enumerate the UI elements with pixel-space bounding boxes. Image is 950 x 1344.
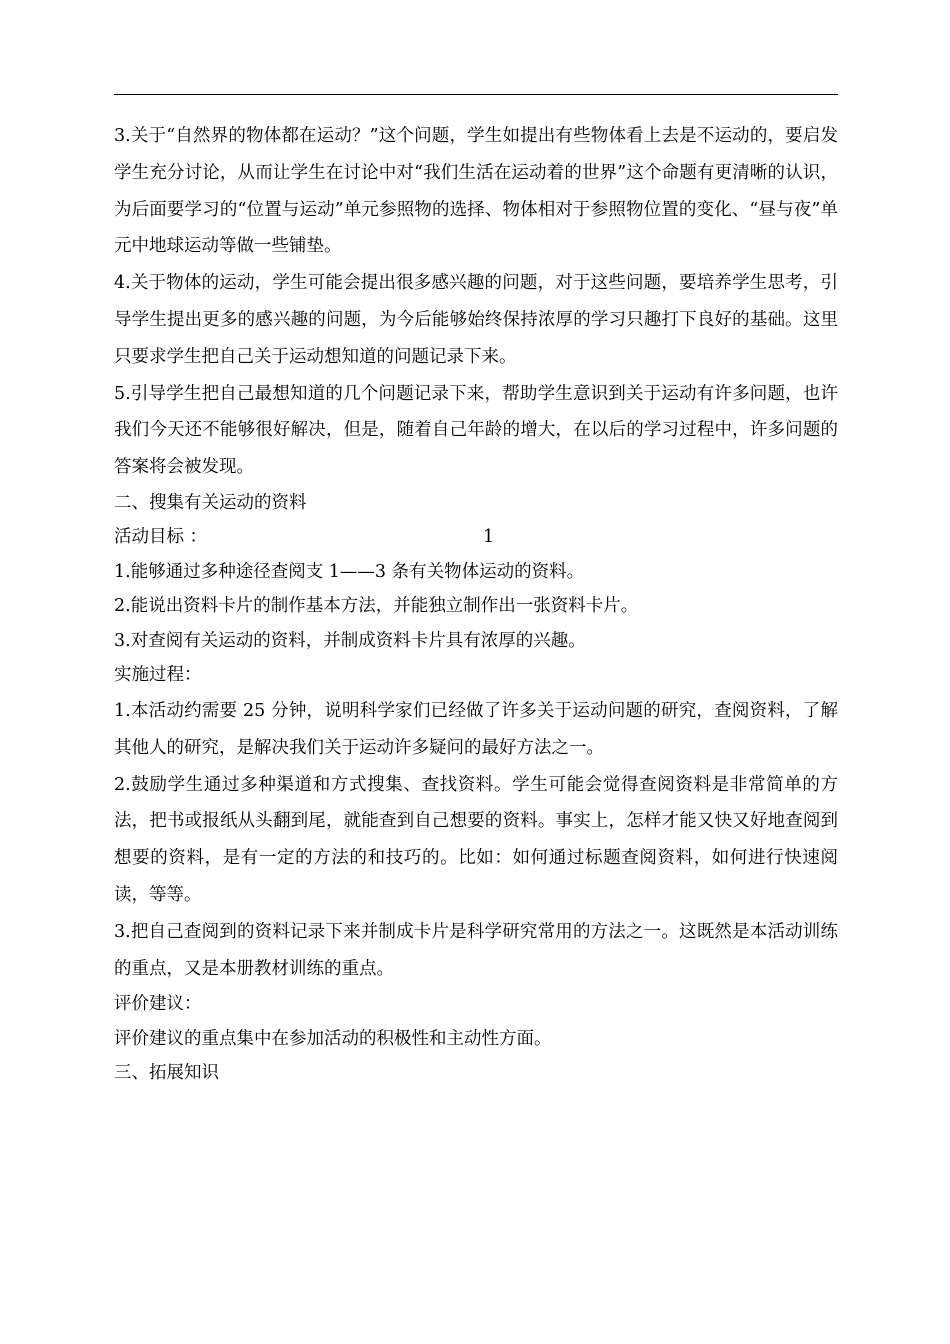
goal-item-1: 1.能够通过多种途径查阅支 1——3 条有关物体运动的资料。 [114, 561, 585, 582]
goals-label: 活动目标 ： [114, 527, 208, 548]
goals-row [114, 520, 838, 555]
process-item-3: 3.把自己查阅到的资料记录下来并制成卡片是科学研究常用的方法之一。这既然是本活动训练的重点，又是本册教材训练的重点。 [114, 921, 838, 979]
section-heading-collect: 二、搜集有关运动的资料 [114, 492, 307, 513]
header-rule [114, 94, 838, 95]
evaluation-text: 评价建议的重点集中在参加活动的积极性和主动性方面。 [114, 1028, 552, 1049]
process-label: 实施过程： [114, 665, 202, 686]
process-item-2: 2.鼓励学生通过多种渠道和方式搜集、查找资料。学生可能会觉得查阅资料是非常简单的方法，把书或报纸从头翻到尾，就能查到自己想要的资料。事实上，怎样才能又快又好地查阅到想要的资料，是有一定的方法的和技巧的。比如：如何通过标题查阅资料，如何进行快速阅读，等等。 [114, 774, 838, 905]
goal-item-2: 2.能说出资料卡片的制作基本方法，并能独立制作出一张资料卡片。 [114, 596, 639, 617]
paragraph-item-4: 4.关于物体的运动，学生可能会提出很多感兴趣的问题，对于这些问题，要培养学生思考，引导学生提出更多的感兴趣的问题，为今后能够始终保持浓厚的学习只趣打下良好的基础。这里只要求学生把自己关于运动想知道的问题记录下来。 [114, 273, 838, 367]
section-heading-extend: 三、拓展知识 [114, 1063, 219, 1084]
evaluation-label: 评价建议： [114, 994, 202, 1015]
paragraph-item-3: 3.关于“自然界的物体都在运动？”这个问题，学生如提出有些物体看上去是不运动的，要启发学生充分讨论，从而让学生在讨论中对“我们生活在运动着的世界”这个命题有更清晰的认识，为后面要学习的“位置与运动”单元参照物的选择、物体相对于参照物位置的变化、“昼与夜”单元中地球运动等做一些铺垫。 [114, 126, 838, 257]
process-item-1: 1.本活动约需要 25 分钟，说明科学家们已经做了许多关于运动问题的研究，查阅资料，了解其他人的研究，是解决我们关于运动许多疑问的最好方法之一。 [114, 700, 838, 758]
goal-item-3: 3.对查阅有关运动的资料，并制成资料卡片具有浓厚的兴趣。 [114, 630, 586, 651]
document-body [114, 118, 838, 1091]
page-number: 1 [483, 527, 495, 548]
paragraph-item-5: 5.引导学生把自己最想知道的几个问题记录下来，帮助学生意识到关于运动有许多问题，也许我们今天还不能够很好解决，但是，随着自己年龄的增大，在以后的学习过程中，许多问题的答案将会被发现。 [114, 383, 838, 478]
